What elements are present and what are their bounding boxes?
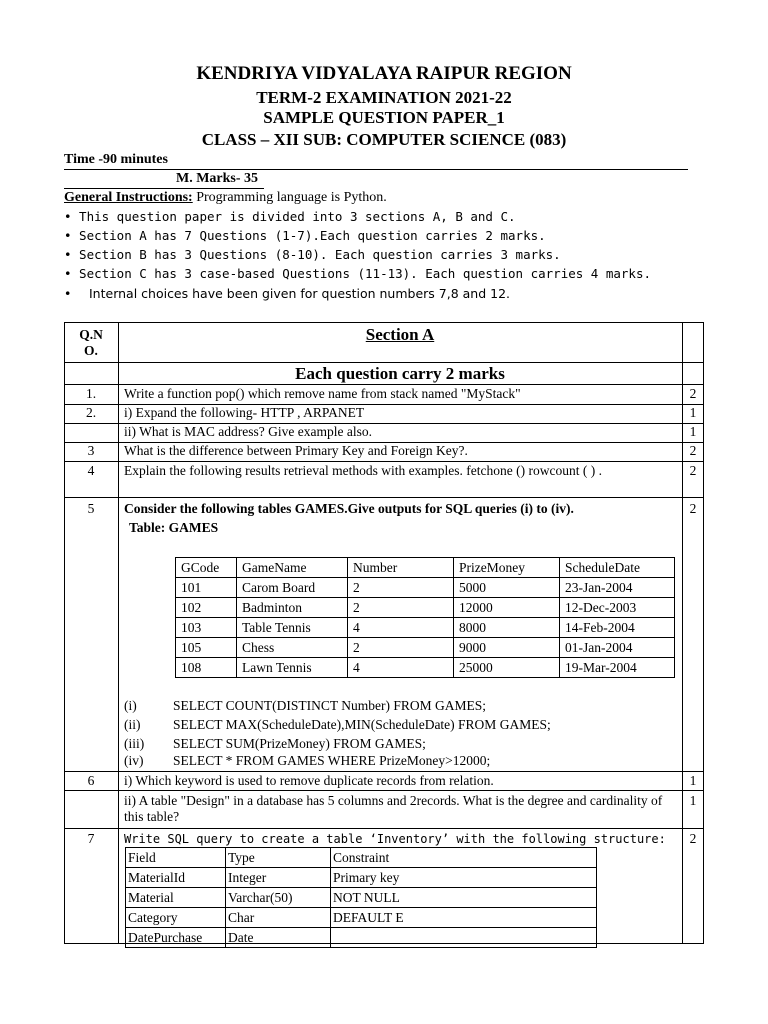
inventory-table <box>125 847 597 948</box>
general-instructions <box>64 190 387 206</box>
games-cell: 102 <box>176 598 237 618</box>
sql-query-text: SELECT SUM(PrizeMoney) FROM GAMES; <box>173 736 426 751</box>
inventory-cell: DatePurchase <box>126 928 226 948</box>
games-cell: 5000 <box>454 578 560 598</box>
question-marks: 2 <box>689 501 697 516</box>
question-text: Explain the following results retrieval methods with examples. fetchone () rowcount ( ) . <box>124 463 602 478</box>
grid-divider <box>118 322 119 944</box>
table-title: Table: GAMES <box>129 520 219 535</box>
sql-query <box>124 717 551 733</box>
question-text: i) Which keyword is used to remove duplicate records from relation. <box>124 773 494 788</box>
max-marks: M. Marks- 35 <box>176 171 259 186</box>
games-cell: 12000 <box>454 598 560 618</box>
paper-title: SAMPLE QUESTION PAPER_1 <box>263 108 505 127</box>
question-text: Write SQL query to create a table ‘Inventory’ with the following structure: <box>124 832 666 846</box>
grid-row-line <box>64 362 704 363</box>
games-cell: 8000 <box>454 618 560 638</box>
question-text: What is the difference between Primary Key and Foreign Key?. <box>124 443 468 458</box>
inventory-row <box>126 888 597 908</box>
grid-row-line <box>64 497 704 498</box>
sql-query-number: (iii) <box>124 736 145 751</box>
inventory-row <box>126 868 597 888</box>
question-text: Write a function pop() which remove name from stack named "MyStack" <box>124 386 521 401</box>
games-cell: Carom Board <box>237 578 348 598</box>
games-header-cell: PrizeMoney <box>454 558 560 578</box>
question-marks: 1 <box>689 405 697 420</box>
question-text: i) Expand the following- HTTP , ARPANET <box>124 405 365 420</box>
games-cell: 101 <box>176 578 237 598</box>
question-marks: 2 <box>689 831 697 846</box>
header-rule <box>64 169 688 170</box>
grid-row-line <box>64 771 704 772</box>
games-header-cell: GCode <box>176 558 237 578</box>
games-row <box>176 658 675 678</box>
games-cell: 108 <box>176 658 237 678</box>
games-cell: 4 <box>348 618 454 638</box>
instruction-item: • Section A has 7 Questions (1-7).Each question carries 2 marks. <box>64 228 546 243</box>
games-cell: 9000 <box>454 638 560 658</box>
inventory-header-cell: Field <box>126 848 226 868</box>
instruction-item: • Section C has 3 case-based Questions (11-13). Each question carries 4 marks. <box>64 266 651 281</box>
inventory-row <box>126 928 597 948</box>
games-header-row <box>176 558 675 578</box>
games-cell: Chess <box>237 638 348 658</box>
games-cell: 2 <box>348 638 454 658</box>
qno-header <box>64 327 118 359</box>
sql-query-number: (ii) <box>124 717 141 732</box>
sql-query <box>124 698 486 714</box>
instructions-label: General Instructions: <box>64 190 193 205</box>
games-cell: 14-Feb-2004 <box>560 618 675 638</box>
games-header-cell: ScheduleDate <box>560 558 675 578</box>
question-text: ii) A table "Design" in a database has 5 columns and 2records. What is the degree and cardinality of this table? <box>124 793 663 824</box>
games-cell: 103 <box>176 618 237 638</box>
inventory-cell: Varchar(50) <box>226 888 331 908</box>
qno-header-line1: Q.N <box>79 327 103 342</box>
games-cell: 25000 <box>454 658 560 678</box>
instruction-item: • Section B has 3 Questions (8-10). Each question carries 3 marks. <box>64 247 561 262</box>
inventory-cell: Integer <box>226 868 331 888</box>
games-row <box>176 638 675 658</box>
section-title: Section A <box>365 325 435 344</box>
games-cell: 4 <box>348 658 454 678</box>
question-number: 2. <box>85 405 97 420</box>
grid-row-line <box>64 461 704 462</box>
marks-rule <box>64 188 264 189</box>
games-cell: Lawn Tennis <box>237 658 348 678</box>
games-cell: 2 <box>348 598 454 618</box>
question-text: Consider the following tables GAMES.Give outputs for SQL queries (i) to (iv). <box>124 501 574 516</box>
inventory-cell: MaterialId <box>126 868 226 888</box>
games-header-cell: GameName <box>237 558 348 578</box>
games-header-cell: Number <box>348 558 454 578</box>
question-text: ii) What is MAC address? Give example also. <box>124 424 372 439</box>
games-cell: 23-Jan-2004 <box>560 578 675 598</box>
games-cell: 2 <box>348 578 454 598</box>
bullet-icon: • <box>64 286 72 301</box>
grid-row-line <box>64 828 704 829</box>
games-cell: 12-Dec-2003 <box>560 598 675 618</box>
sql-query <box>124 736 426 752</box>
inventory-row <box>126 908 597 928</box>
choices-text: Internal choices have been given for question numbers 7,8 and 12. <box>89 286 510 301</box>
games-cell: 19-Mar-2004 <box>560 658 675 678</box>
games-cell: Table Tennis <box>237 618 348 638</box>
sql-query-number: (i) <box>124 698 137 713</box>
school-title: KENDRIYA VIDYALAYA RAIPUR REGION <box>196 63 572 84</box>
question-number: 6 <box>87 773 95 788</box>
inventory-cell: Date <box>226 928 331 948</box>
time-allowed: Time -90 minutes <box>64 152 168 167</box>
question-marks: 1 <box>689 793 697 808</box>
question-number: 7 <box>87 831 95 846</box>
games-cell: 01-Jan-2004 <box>560 638 675 658</box>
inventory-header-row <box>126 848 597 868</box>
games-row <box>176 578 675 598</box>
games-table <box>175 557 675 678</box>
question-marks: 1 <box>689 424 697 439</box>
inventory-header-cell: Type <box>226 848 331 868</box>
question-marks: 2 <box>689 463 697 478</box>
question-marks: 1 <box>689 773 697 788</box>
instructions-language: Programming language is Python. <box>192 190 387 205</box>
question-number: 3 <box>87 443 95 458</box>
question-marks: 2 <box>689 386 697 401</box>
sql-query-text: SELECT MAX(ScheduleDate),MIN(ScheduleDate) FROM GAMES; <box>173 717 551 732</box>
games-row <box>176 598 675 618</box>
sql-query-number: (iv) <box>124 753 144 768</box>
exam-title: TERM-2 EXAMINATION 2021-22 <box>256 88 512 107</box>
grid-row-line <box>64 790 704 791</box>
inventory-cell: Category <box>126 908 226 928</box>
grid-row-line <box>64 384 704 385</box>
question-number: 4 <box>87 463 95 478</box>
games-cell: Badminton <box>237 598 348 618</box>
question-number: 5 <box>87 501 95 516</box>
games-cell: 105 <box>176 638 237 658</box>
section-subtitle: Each question carry 2 marks <box>295 364 505 383</box>
class-subject: CLASS – XII SUB: COMPUTER SCIENCE (083) <box>201 130 567 149</box>
sql-query-text: SELECT * FROM GAMES WHERE PrizeMoney>12000; <box>173 753 491 768</box>
games-row <box>176 618 675 638</box>
inventory-cell <box>331 928 597 948</box>
inventory-cell: Char <box>226 908 331 928</box>
qno-header-line2: O. <box>84 343 98 358</box>
inventory-header-cell: Constraint <box>331 848 597 868</box>
inventory-cell: Material <box>126 888 226 908</box>
sql-query-text: SELECT COUNT(DISTINCT Number) FROM GAMES; <box>173 698 487 713</box>
question-number: 1. <box>85 386 97 401</box>
inventory-cell: DEFAULT E <box>331 908 597 928</box>
inventory-cell: Primary key <box>331 868 597 888</box>
inventory-cell: NOT NULL <box>331 888 597 908</box>
question-marks: 2 <box>689 443 697 458</box>
instruction-choices <box>64 286 510 301</box>
instruction-item: • This question paper is divided into 3 sections A, B and C. <box>64 209 516 224</box>
sql-query <box>124 753 490 769</box>
